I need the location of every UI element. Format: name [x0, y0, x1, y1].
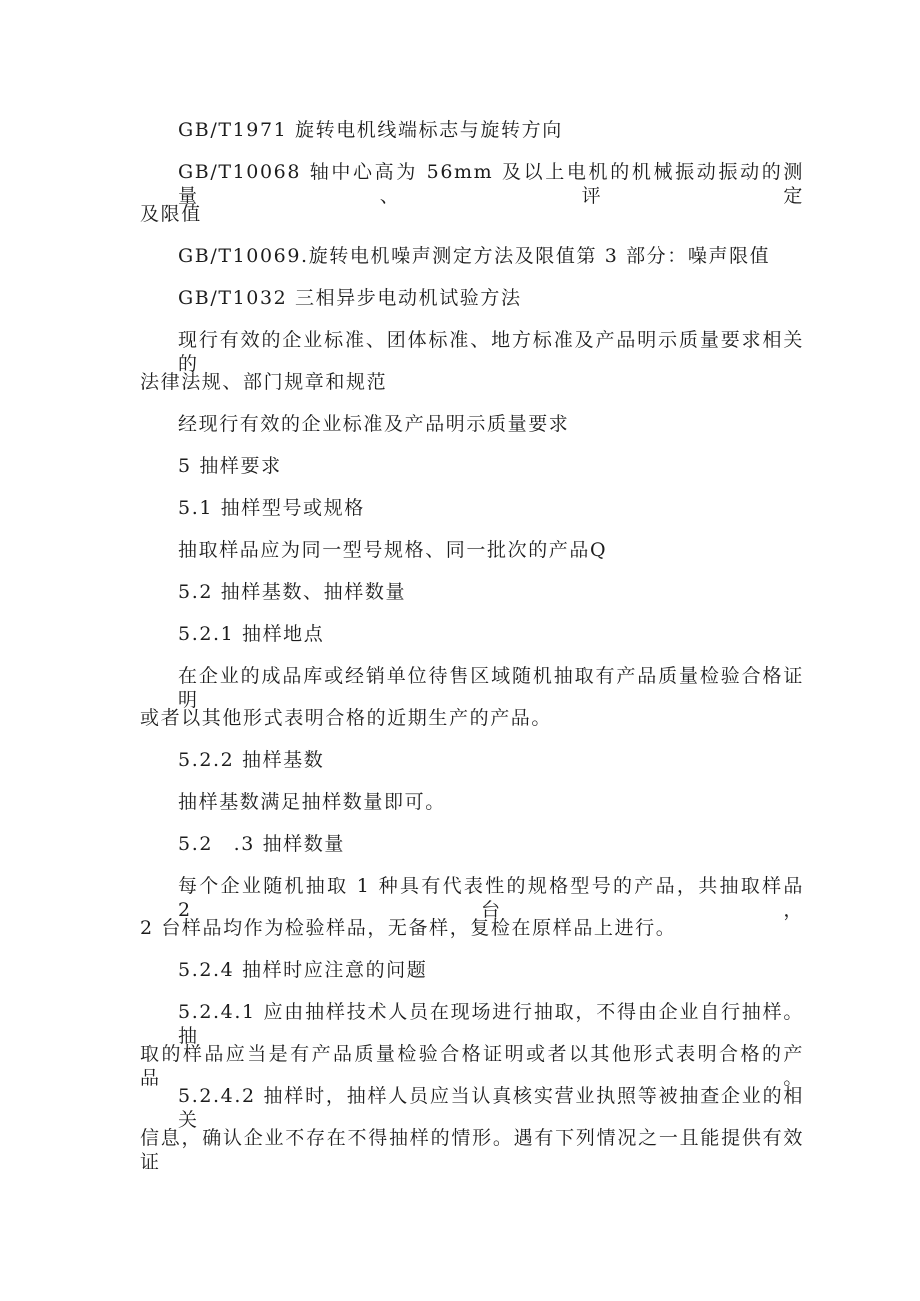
text-line: 或者以其他形式表明合格的近期生产的产品。: [140, 707, 553, 729]
text-line: 抽样基数满足抽样数量即可。: [178, 791, 446, 813]
text-line: GB/T1971 旋转电机线端标志与旋转方向: [178, 119, 563, 141]
text-line: 信息，确认企业不存在不得抽样的情形。遇有下列情况之一且能提供有效证: [140, 1127, 804, 1173]
text-line: 取的样品应当是有产品质量检验合格证明或者以其他形式表明合格的产品。: [140, 1043, 804, 1089]
text-line: GB/T10069.旋转电机噪声测定方法及限值第 3 部分：噪声限值: [178, 245, 771, 267]
section-heading: 5.2.4 抽样时应注意的问题: [178, 959, 428, 981]
text-line: 2 台样品均作为检验样品，无备样，复检在原样品上进行。: [140, 917, 677, 939]
section-heading: 5.1 抽样型号或规格: [178, 497, 365, 519]
section-heading: 5 抽样要求: [178, 455, 282, 477]
text-line: 5.2.4.1 应由抽样技术人员在现场进行抽取，不得由企业自行抽样。抽: [178, 1001, 804, 1047]
section-heading: 5.2.2 抽样基数: [178, 749, 325, 771]
text-line: 经现行有效的企业标准及产品明示质量要求: [178, 413, 570, 435]
text-line: GB/T1032 三相异步电动机试验方法: [178, 287, 522, 309]
section-heading: 5.2 .3 抽样数量: [178, 833, 345, 855]
text-line: 在企业的成品库或经销单位待售区域随机抽取有产品质量检验合格证明: [178, 665, 804, 711]
section-heading: 5.2 抽样基数、抽样数量: [178, 581, 407, 603]
text-line: 5.2.4.2 抽样时，抽样人员应当认真核实营业执照等被抽查企业的相关: [178, 1085, 804, 1131]
text-line: 及限值: [140, 203, 202, 225]
text-line: 抽取样品应为同一型号规格、同一批次的产品Q: [178, 539, 608, 561]
section-heading: 5.2.1 抽样地点: [178, 623, 325, 645]
text-line: 每个企业随机抽取 1 种具有代表性的规格型号的产品，共抽取样品 2 台，: [178, 875, 804, 921]
text-line: 现行有效的企业标准、团体标准、地方标准及产品明示质量要求相关的: [178, 329, 804, 375]
text-line: 法律法规、部门规章和规范: [140, 371, 388, 393]
text-line: GB/T10068 轴中心高为 56mm 及以上电机的机械振动振动的测量、评定: [178, 161, 804, 207]
